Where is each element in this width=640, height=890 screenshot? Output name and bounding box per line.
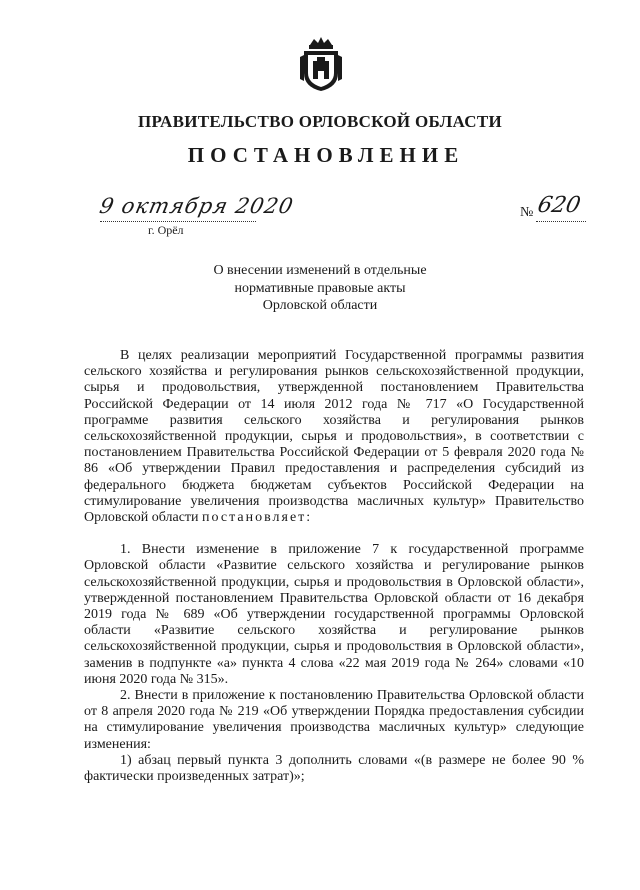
item-2-paragraph: 2. Внести в приложение к постановлению Правительства Орловской области от 8 апреля 2020 года № 219 «Об утверждении Порядка предоставления субсидии на стимулирование увеличения производства масличных культур» следующие изменения:	[84, 688, 584, 752]
resolves-word: постановляет:	[202, 510, 313, 526]
preamble-text: В целях реализации мероприятий Государственной программы развития сельского хозяйства и регулирования рынков сельскохозяйственной продукции, сырья и продовольствия, утвержденной постановлением Правительства Российской Федерации от 14 июля 2012 года № 717 «О Государственной программе развития сельского хозяйства и регулирования рынков сельскохозяйственной продукции, сырья и продовольствия», в соответствии с постановлением Правительства Российской Федерации от 5 февраля 2020 года № 86 «Об утверждении Правил предоставления и распределения субсидий из федерального бюджета бюджетам субъектов Российской Федерации на стимулирование увеличения производства масличных культур» Правительство Орловской области	[84, 348, 584, 526]
number-sign: №	[520, 205, 534, 220]
item-1-paragraph: 1. Внести изменение в приложение 7 к государственной программе Орловской области «Развитие сельского хозяйства и регулирование рынков сельскохозяйственной продукции, сырья и продовольствия в Орловской области», утвержденной постановлением Правительства Орловской области от 16 декабря 2019 года № 689 «Об утверждении государственной программы Орловской области «Развитие сельского хозяйства и регулирование рынков сельскохозяйственной продукции, сырья и продовольствия в Орловской области», заменив в подпункте «а» пункта 4 слова «22 мая 2019 года № 264» словами «10 июня 2020 года № 315».	[84, 542, 584, 687]
document-body	[84, 348, 584, 785]
number-underline	[536, 221, 586, 222]
coat-of-arms-emblem	[298, 35, 344, 93]
subject-line: Орловской области	[262, 298, 378, 313]
subject-line: О внесении изменений в отдельные	[213, 263, 427, 278]
handwritten-number: 620	[535, 193, 583, 218]
city-label: г. Орёл	[148, 223, 184, 237]
document-subject	[0, 262, 640, 315]
item-2-1-paragraph: 1) абзац первый пункта 3 дополнить словами «(в размере не более 90 % фактически произведенных затрат)»;	[84, 752, 584, 785]
document-type-title: ПОСТАНОВЛЕНИЕ	[187, 143, 465, 167]
date-underline	[100, 221, 256, 222]
subject-line: нормативные правовые акты	[234, 280, 406, 296]
government-title: ПРАВИТЕЛЬСТВО ОРЛОВСКОЙ ОБЛАСТИ	[137, 112, 503, 131]
preamble-paragraph	[84, 348, 584, 526]
handwritten-date: 9 октября 2020	[97, 194, 296, 218]
